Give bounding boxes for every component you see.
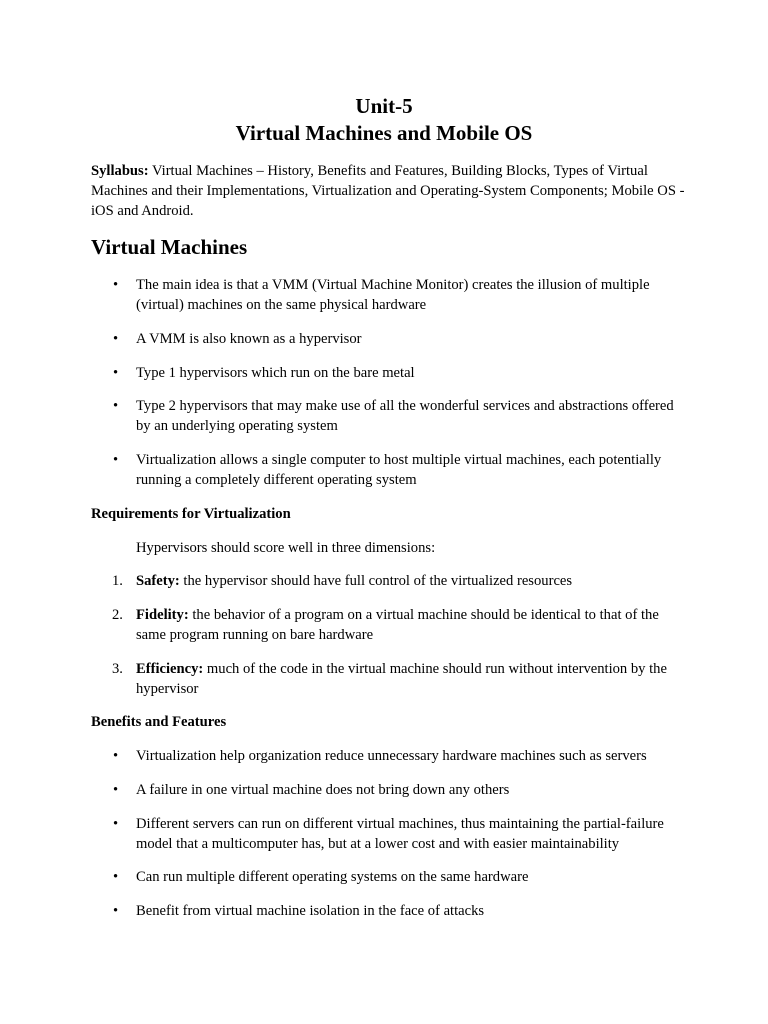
bullet-marker: •: [113, 331, 119, 347]
subheading-benefits: Benefits and Features: [91, 714, 227, 730]
bullet-marker: •: [113, 277, 119, 293]
list-item-text: Virtualization allows a single computer to host multiple virtual machines, each potentially running a completely different operating system: [136, 452, 662, 488]
syllabus-paragraph: [91, 161, 691, 221]
list-item-text: Different servers can run on different virtual machines, thus maintaining the partial-failure model that a multicomputer has, but at a lower cost and with easier maintainability: [136, 816, 664, 852]
unit-title: Unit-5: [355, 94, 413, 118]
item-label: Safety:: [136, 573, 180, 589]
numbered-item-text: [136, 571, 681, 591]
list-item-text: Virtualization help organization reduce unnecessary hardware machines such as servers: [136, 748, 647, 764]
syllabus-label: Syllabus:: [91, 163, 149, 179]
item-label: Efficiency:: [136, 661, 204, 677]
bullet-marker: •: [113, 398, 119, 414]
requirements-intro: Hypervisors should score well in three dimensions:: [136, 540, 436, 556]
numbered-item-text: [136, 659, 681, 699]
bullet-marker: •: [113, 903, 119, 919]
item-number: 3.: [112, 661, 123, 677]
bullet-marker: •: [113, 748, 119, 764]
item-number: 1.: [112, 573, 123, 589]
list-item-text: Type 1 hypervisors which run on the bare metal: [136, 365, 415, 381]
item-number: 2.: [112, 607, 123, 623]
syllabus-text: Virtual Machines – History, Benefits and Features, Building Blocks, Types of Virtual Machines and their Implementations, Virtualization and Operating-System Components; Mobile OS - iOS and Android.: [91, 163, 685, 219]
item-description: the behavior of a program on a virtual machine should be identical to that of the same program running on bare hardware: [136, 607, 659, 643]
numbered-item-text: [136, 605, 681, 645]
list-item-text: Type 2 hypervisors that may make use of all the wonderful services and abstractions offered by an underlying operating system: [136, 398, 674, 434]
subheading-requirements: Requirements for Virtualization: [91, 506, 291, 522]
list-item-text: The main idea is that a VMM (Virtual Machine Monitor) creates the illusion of multiple (virtual) machines on the same physical hardware: [136, 277, 650, 313]
bullet-marker: •: [113, 869, 119, 885]
list-item-text: A VMM is also known as a hypervisor: [136, 331, 362, 347]
item-label: Fidelity:: [136, 607, 189, 623]
bullet-marker: •: [113, 365, 119, 381]
item-description: much of the code in the virtual machine should run without intervention by the hypervisor: [136, 661, 667, 697]
list-item-text: A failure in one virtual machine does not bring down any others: [136, 782, 510, 798]
list-item-text: Benefit from virtual machine isolation in the face of attacks: [136, 903, 485, 919]
bullet-marker: •: [113, 452, 119, 468]
bullet-marker: •: [113, 782, 119, 798]
bullet-marker: •: [113, 816, 119, 832]
item-description: the hypervisor should have full control of the virtualized resources: [179, 573, 573, 589]
document-title: Virtual Machines and Mobile OS: [235, 121, 533, 145]
list-item-text: Can run multiple different operating systems on the same hardware: [136, 869, 529, 885]
section-heading-virtual-machines: Virtual Machines: [91, 235, 248, 259]
